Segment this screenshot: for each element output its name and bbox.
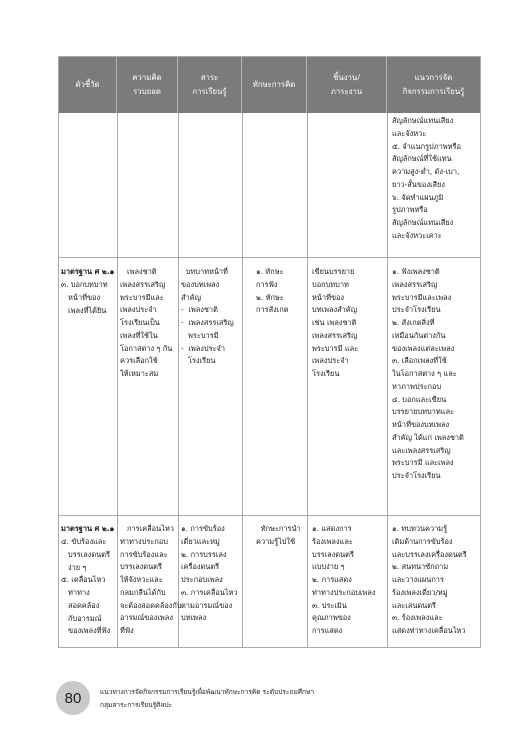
row3-content: ๑. การขับร้อง เดี่ยวและหมู่ ๒. การบรรเลง เครื่องดนตรี ประกอบเพลง ๓. การเคลื่อนไหว ตามอารมณ์ของ บทเพลง: [181, 524, 238, 623]
row3-activities: ๑. ทบทวนความรู้ เดิมด้านการขับร้อง และบรรเลงเครื่องดนตรี ๒. สนทนาซักถาม และวางแผนการ ร้องเพลงเดี่ยว/หมู่ และเล่นดนตรี ๓. ร้องเพลงและ แสดงท่าทางเคลื่อนไหว: [392, 524, 467, 635]
row3-concept: การเคลื่อนไหว ท่าทางประกอบ การขับร้องและ บรรเลงดนตรี ให้จังหวะและ กลมกลืนได้กับ จะต้องสอดคล้องกับ อารมณ์ของเพลง ที่ฟัง: [120, 524, 182, 635]
header-indicator: ตัวชี้วัด: [59, 57, 117, 113]
column-divider: [307, 113, 308, 647]
curriculum-table: [58, 56, 481, 648]
table-header: [59, 57, 480, 113]
row2-content: บทบาทหน้าที่ ของบทเพลง สำคัญ - เพลงชาติ - เพลงสรรเสริญ พระบารมี - เพลงประจำ โรงเรียน: [181, 267, 234, 366]
column-divider: [387, 113, 388, 647]
row2-thinking-skill: ๑. ทักษะ การฟัง ๒. ทักษะ การสังเกต: [256, 267, 289, 315]
row1-activities: สัญลักษณ์แทนเสียง และจังหวะ ๕. จำแนกรูปภาพหรือ สัญลักษณ์ที่ใช้แทน ความสูง-ต่ำ, ดัง-เบา, ยาว-สั้นของเสียง ๖. จัดทำแผนภูมิ รูปภาพหรือ สัญลักษณ์แทนเสียง และจังหวะเคาะ: [392, 116, 461, 240]
header-activities: แนวการจัด กิจกรรมการเรียนรู้: [402, 73, 465, 96]
row2-concept: เพลงชาติ เพลงสรรเสริญ พระบารมีและ เพลงประจำ โรงเรียนเป็น เพลงที่ใช้ใน โอกาสต่าง ๆ กัน ควรเลือกใช้ ให้เหมาะสม: [120, 267, 173, 378]
header-thinking-skill: ทักษะการคิด: [242, 57, 307, 113]
header-content: สาระ การเรียนรู้: [178, 57, 242, 113]
header-task: ชิ้นงาน/ ภาระงาน: [307, 57, 387, 113]
footer-text: [100, 686, 314, 712]
row3-thinking-skill: ทักษะการนำ ความรู้ไปใช้: [256, 524, 301, 546]
row-divider: [59, 257, 480, 258]
row2-standard: มาตรฐาน ศ ๒.๑: [61, 267, 115, 276]
header-concept: ความคิด รวบยอด: [117, 57, 178, 113]
row2-activities: ๑. ฟังเพลงชาติ เพลงสรรเสริญ พระบารมีและเพลง ประจำโรงเรียน ๒. สังเกตสิ่งที่ เหมือนกันต่างกัน ของเพลงแต่ละเพลง ๓. เลือกเพลงที่ใช้ ในโอกาสต่าง ๆ และ หาภาพประกอบ ๔. บอกและเขียน บรรยายบทบาทและ หน้าที่ของบทเพลง สำคัญ ได้แก่ เพลงชาติ และเพลงสรรเสริญ พระบารมี และเพลง ประจำโรงเรียน: [392, 267, 464, 480]
row-divider: [59, 515, 480, 516]
row3-standard: มาตรฐาน ศ ๒.๑: [61, 524, 115, 533]
column-divider: [242, 113, 243, 647]
column-divider: [117, 113, 118, 647]
row2-task: เขียนบรรยาย บอกบทบาท หน้าที่ของ บทเพลงสำคัญ เช่น เพลงชาติ เพลงสรรเสริญ พระบารมี และ เพลงประจำ โรงเรียน: [312, 267, 359, 378]
page-number: 80: [56, 681, 90, 715]
row2-indicator: ๓. บอกบทบาท หน้าที่ของ เพลงที่ได้ยิน: [61, 280, 108, 315]
row3-indicator: ๔. ขับร้องและ บรรเลงดนตรี ง่าย ๆ ๕. เคลื่อนไหว ท่าทาง สอดคล้อง กับอารมณ์ ของเพลงที่ฟัง: [61, 537, 111, 636]
footer-line1: แนวทางการจัดกิจกรรมการเรียนรู้เพื่อพัฒนาทักษะการคิด ระดับประถมศึกษา: [100, 688, 315, 696]
footer-line2: กลุ่มสาระการเรียนรู้ศิลปะ: [100, 701, 173, 709]
row3-task: ๑. แสดงการ ร้องเพลงและ บรรเลงดนตรี แบบง่าย ๆ ๒. การแสดง ท่าทางประกอบเพลง ๓. ประเมิน คุณภาพของ การแสดง: [312, 524, 376, 635]
